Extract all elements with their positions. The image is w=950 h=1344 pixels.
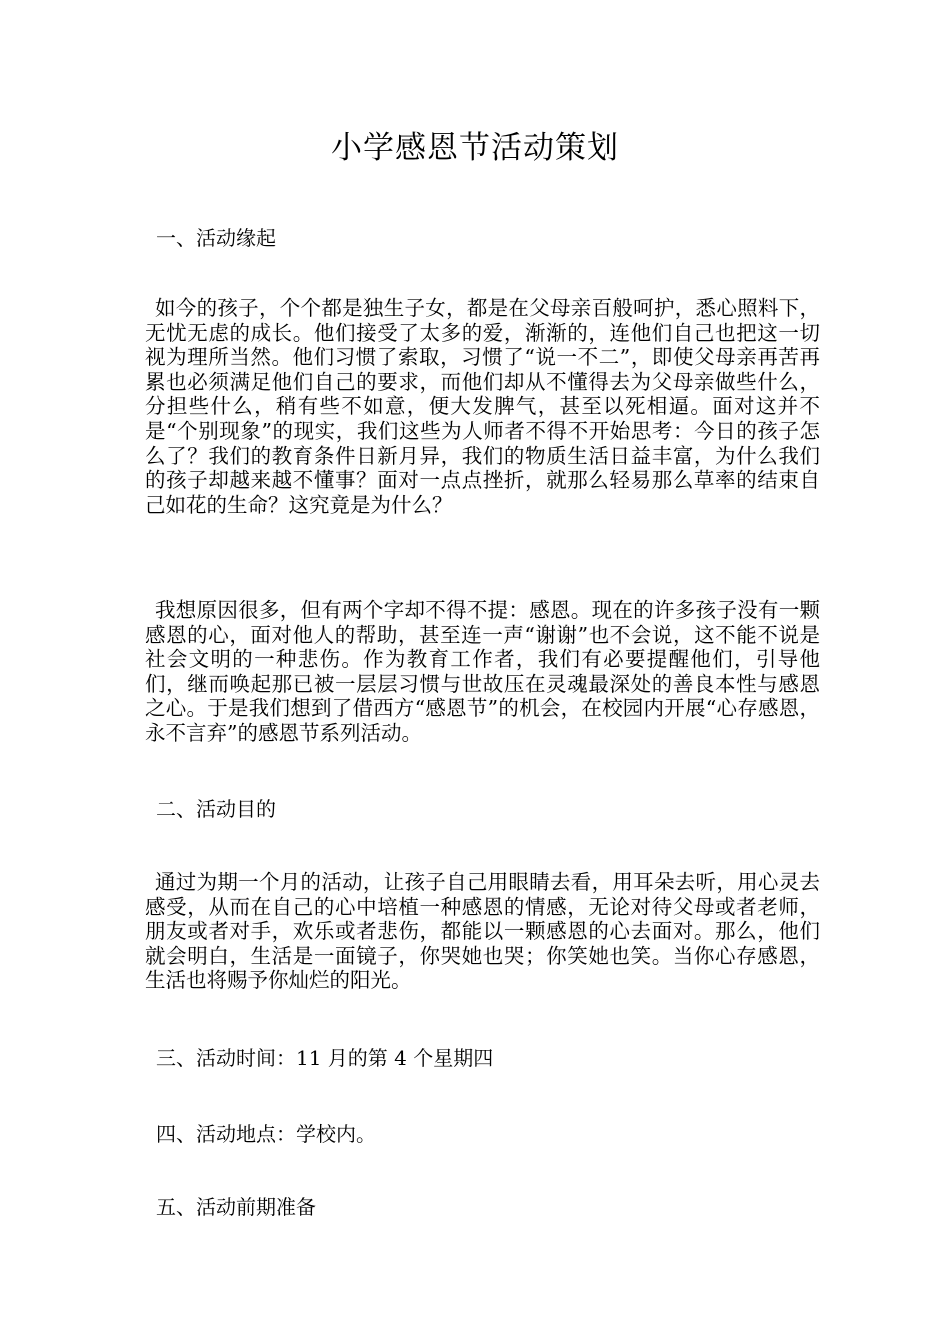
section-heading-purpose: 二、活动目的 bbox=[156, 797, 276, 821]
paragraph-background-2: 我想原因很多，但有两个字却不得不提：感恩。现在的许多孩子没有一颗感恩的心，面对他人的帮助，甚至连一声“谢谢”也不会说，这不能不说是社会文明的一种悲伤。作为教育工作者，我们有必要提醒他们，引导他们，继而唤起那已被一层层习惯与世故压在灵魂最深处的善良本性与感恩之心。于是我们想到了借西方“感恩节”的机会，在校园内开展“心存感恩，永不言弃”的感恩节系列活动。 bbox=[145, 598, 820, 745]
section-heading-preparation: 五、活动前期准备 bbox=[156, 1195, 316, 1219]
paragraph-background-1: 如今的孩子，个个都是独生子女，都是在父母亲百般呵护，悉心照料下，无忧无虑的成长。他们接受了太多的爱，渐渐的，连他们自己也把这一切视为理所当然。他们习惯了索取，习惯了“说一不二”，即使父母亲再苦再累也必须满足他们自己的要求，而他们却从不懂得去为父母亲做些什么，分担些什么，稍有些不如意，便大发脾气，甚至以死相逼。面对这并不是“个别现象”的现实，我们这些为人师者不得不开始思考：今日的孩子怎么了？我们的教育条件日新月异，我们的物质生活日益丰富，为什么我们的孩子却越来越不懂事？面对一点点挫折，就那么轻易那么草率的结束自己如花的生命？这究竟是为什么？ bbox=[145, 296, 820, 517]
document-title: 小学感恩节活动策划 bbox=[331, 130, 619, 166]
section-heading-background: 一、活动缘起 bbox=[156, 226, 276, 250]
section-heading-time: 三、活动时间：11 月的第 4 个星期四 bbox=[156, 1046, 494, 1070]
section-heading-location: 四、活动地点：学校内。 bbox=[156, 1122, 376, 1146]
paragraph-purpose: 通过为期一个月的活动，让孩子自己用眼睛去看，用耳朵去听，用心灵去感受，从而在自己的心中培植一种感恩的情感，无论对待父母或者老师，朋友或者对手，欢乐或者悲伤，都能以一颗感恩的心去面对。那么，他们就会明白，生活是一面镜子，你哭她也哭；你笑她也笑。当你心存感恩，生活也将赐予你灿烂的阳光。 bbox=[145, 870, 820, 993]
